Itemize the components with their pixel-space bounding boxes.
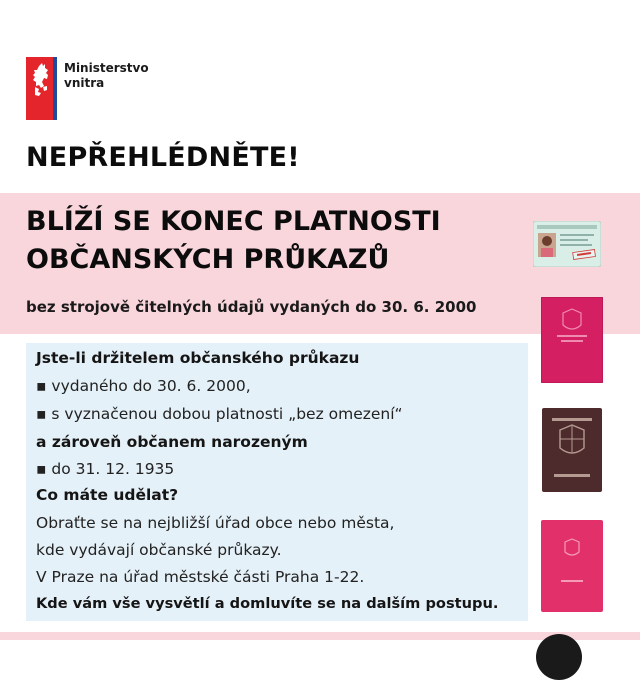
info-line: kde vydávají občanské průkazy.	[36, 541, 282, 559]
czech-lion-emblem-icon	[26, 57, 57, 120]
headline-line2: OBČANSKÝCH PRŮKAZŮ	[26, 244, 390, 275]
info-bullet: ▪ do 31. 12. 1935	[36, 460, 175, 478]
ministry-name-line2: vnitra	[64, 76, 105, 90]
brown-id-booklet-icon	[542, 408, 602, 492]
red-id-booklet-icon	[541, 520, 603, 612]
ministry-logo[interactable]	[26, 57, 149, 121]
headline-line1: BLÍŽÍ SE KONEC PLATNOSTI	[26, 206, 441, 237]
info-line: Obraťte se na nejbližší úřad obce nebo města,	[36, 514, 395, 532]
info-line: Jste-li držitelem občanského průkazu	[36, 349, 360, 367]
info-bullet: ▪ s vyznačenou dobou platnosti „bez omezení“	[36, 405, 403, 423]
info-conclusion: Kde vám vše vysvětlí a domluvíte se na dalším postupu.	[36, 595, 499, 612]
ministry-name	[64, 61, 149, 91]
info-line: V Praze na úřad městské části Praha 1-22.	[36, 568, 365, 586]
headline-subline: bez strojově čitelných údajů vydaných do 30. 6. 2000	[26, 298, 477, 316]
warning-heading: NEPŘEHLÉDNĚTE!	[26, 142, 300, 173]
info-question: Co máte udělat?	[36, 486, 179, 504]
main-headline	[26, 203, 516, 279]
pink-id-booklet-icon	[541, 297, 603, 383]
info-line: a zároveň občanem narozeným	[36, 433, 308, 451]
info-bullet: ▪ vydaného do 30. 6. 2000,	[36, 377, 251, 395]
bottom-badge	[536, 634, 582, 680]
id-card-photo-specimen-icon	[533, 221, 601, 267]
ministry-name-line1: Ministerstvo	[64, 61, 149, 75]
